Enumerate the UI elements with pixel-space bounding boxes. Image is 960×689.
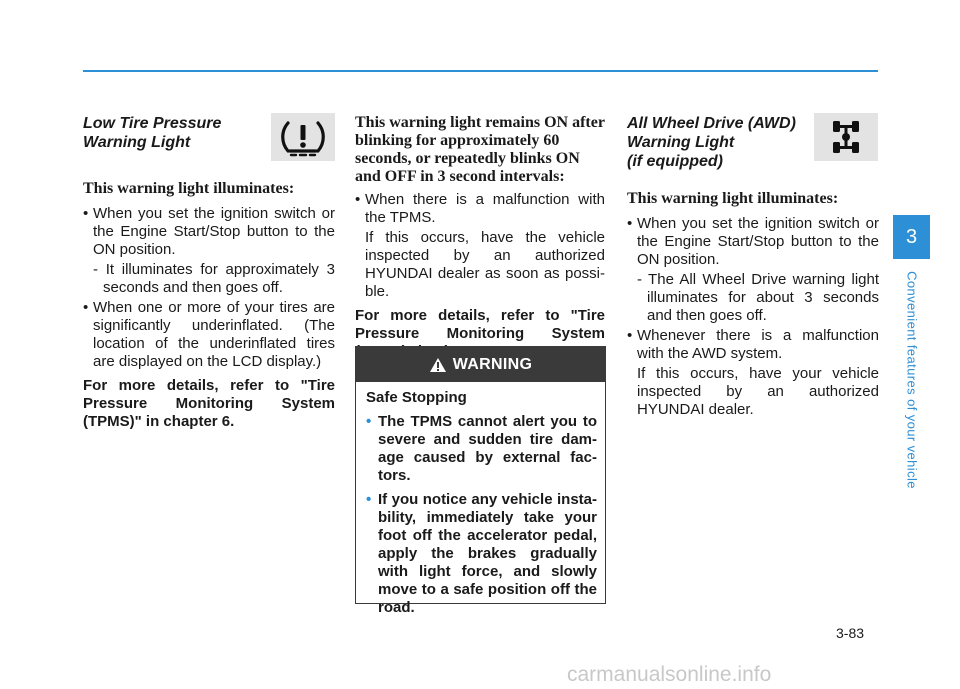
tpms-illuminates-heading: This warning light illuminates: [83,180,295,197]
awd-section [627,114,879,421]
header-rule [83,70,878,72]
tpms-section [83,114,335,431]
warning-box [355,346,606,616]
tpms-malfunction-note: For more details, refer to "Tire Pressure Monitoring System [355,307,605,342]
tpms-warning-icon [271,113,335,161]
warning-item: • The TPMS cannot alert you to severe and sudden tire dam-age caused by external fac-tors. [366,413,597,485]
tpms-section-title: Low Tire Pressure Warning Light [83,115,222,151]
watermark: carmanualsonline.info [567,663,772,686]
list-item: • When one or more of your tires are significantly underinflated. (The location of the underinflated tires are displayed on the LCD display.) [83,299,335,371]
awd-warning-icon [814,113,878,161]
tpms-malfunction-heading: This warning light remains ON after blinking for approximately 60 seconds, or repeatedly blinks ON and OFF in 3 second intervals: [355,114,605,185]
list-item: • When you set the ignition switch or the Engine Start/Stop button to the ON position. - It illuminates for approximately 3 seconds and then goes off. [83,205,335,297]
list-item: • When you set the ignition switch or the Engine Start/Stop button to the ON position. - The All Wheel Drive warning light illuminates for about 3 seconds and then goes off. [627,215,879,325]
list-item: • Whenever there is a malfunction with the AWD system. If this occurs, have your vehicle inspected by an authorized HYUNDAI dealer. [627,327,879,419]
page-number: 3-83 [836,625,865,641]
warning-label: WARNING [452,355,533,373]
warning-subtitle: Safe Stopping [366,389,467,406]
tpms-reference-note: For more details, refer to "Tire Pressure Monitoring System (TPMS)" in chapter 6. [83,377,335,430]
warning-header [356,347,605,382]
awd-illuminates-heading: This warning light illuminates: [627,190,839,207]
chapter-tab: 3 [893,215,930,259]
warning-item: • If you notice any vehicle insta-bility, immediately take your foot off the accelerator pedal, apply the brakes gradually with light force, and slowly move to a safe position off the road. [366,491,597,617]
awd-section-title: All Wheel Drive (AWD) Warning Light (if equipped) [627,115,796,170]
list-item: • When there is a malfunction with the TPMS. If this occurs, have the vehicle inspected by an authorized HYUNDAI dealer as soon as possi-ble. [355,191,605,301]
warning-triangle-icon [429,357,447,373]
chapter-title: Convenient features of your vehicle [904,271,920,489]
tpms-malfunction-section [355,114,605,361]
